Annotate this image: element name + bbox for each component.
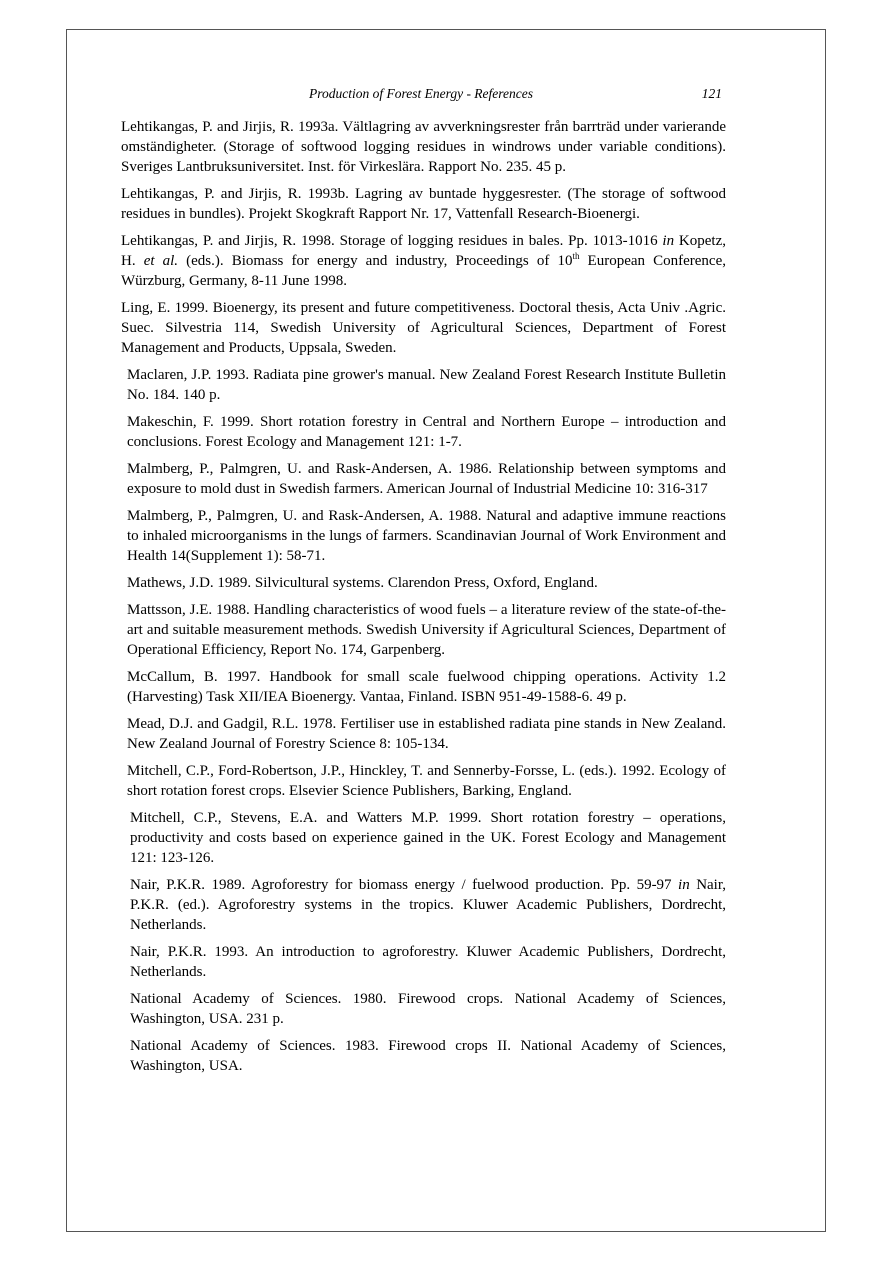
reference-entry: Malmberg, P., Palmgren, U. and Rask-Andersen, A. 1986. Relationship between symptoms and exposure to mold dust in Swedish farmers. American Journal of Industrial Medicine 10: 316-317 [127, 461, 726, 497]
reference-entry: Malmberg, P., Palmgren, U. and Rask-Andersen, A. 1988. Natural and adaptive immune reactions to inhaled microorganisms in the lungs of farmers. Scandinavian Journal of Work Environment and Health 14(Supplement 1): 58-71. [127, 508, 726, 564]
reference-entry: Lehtikangas, P. and Jirjis, R. 1993a. Vältlagring av avverkningsrester från barrträd under varierande omständigheter. (Storage of softwood logging residues in windrows under variable conditions). Sveriges Lantbruksuniversitet. Inst. för Virkeslära. Rapport No. 235. 45 p. [121, 119, 726, 175]
reference-entry: National Academy of Sciences. 1980. Firewood crops. National Academy of Sciences, Washington, USA. 231 p. [130, 991, 726, 1027]
running-title: Production of Forest Energy - References [308, 86, 534, 101]
reference-entry: Mattsson, J.E. 1988. Handling characteristics of wood fuels – a literature review of the state-of-the-art and suitable measurement methods. Swedish University if Agricultural Sciences, Department of Operational Efficiency, Report No. 174, Garpenberg. [127, 602, 726, 658]
reference-list [121, 117, 726, 1083]
reference-entry: McCallum, B. 1997. Handbook for small scale fuelwood chipping operations. Activity 1.2 (Harvesting) Task XII/IEA Bioenergy. Vantaa, Finland. ISBN 951-49-1588-6. 49 p. [127, 669, 726, 705]
reference-entry: Lehtikangas, P. and Jirjis, R. 1998. Storage of logging residues in bales. Pp. 1013-1016 in Kopetz, H. et al. (eds.). Biomass for energy and industry, Proceedings of 10th European Conference, Würzburg, Germany, 8-11 June 1998. [121, 233, 726, 289]
reference-entry: Nair, P.K.R. 1993. An introduction to agroforestry. Kluwer Academic Publishers, Dordrecht, Netherlands. [130, 944, 726, 980]
reference-entry: Ling, E. 1999. Bioenergy, its present and future competitiveness. Doctoral thesis, Acta Univ .Agric. Suec. Silvestria 114, Swedish University of Agricultural Sciences, Department of Forest Management and Products, Uppsala, Sweden. [121, 300, 726, 356]
page-number: 121 [701, 86, 722, 101]
reference-entry: Nair, P.K.R. 1989. Agroforestry for biomass energy / fuelwood production. Pp. 59-97 in Nair, P.K.R. (ed.). Agroforestry systems in the tropics. Kluwer Academic Publishers, Dordrecht, Netherlands. [130, 877, 726, 933]
reference-entry: Makeschin, F. 1999. Short rotation forestry in Central and Northern Europe – introduction and conclusions. Forest Ecology and Management 121: 1-7. [127, 414, 726, 450]
reference-entry: Mitchell, C.P., Stevens, E.A. and Watters M.P. 1999. Short rotation forestry – operations, productivity and costs based on experience gained in the UK. Forest Ecology and Management 121: 123-126. [130, 810, 726, 866]
reference-entry: Mathews, J.D. 1989. Silvicultural systems. Clarendon Press, Oxford, England. [127, 575, 598, 591]
reference-entry: Mead, D.J. and Gadgil, R.L. 1978. Fertiliser use in established radiata pine stands in New Zealand. New Zealand Journal of Forestry Science 8: 105-134. [127, 716, 726, 752]
reference-entry: National Academy of Sciences. 1983. Firewood crops II. National Academy of Sciences, Washington, USA. [130, 1038, 726, 1074]
reference-entry: Mitchell, C.P., Ford-Robertson, J.P., Hinckley, T. and Sennerby-Forsse, L. (eds.). 1992. Ecology of short rotation forest crops. Elsevier Science Publishers, Barking, England. [127, 763, 726, 799]
running-header [120, 86, 722, 106]
reference-entry: Lehtikangas, P. and Jirjis, R. 1993b. Lagring av buntade hyggesrester. (The storage of softwood residues in bundles). Projekt Skogkraft Rapport Nr. 17, Vattenfall Research-Bioenergi. [121, 186, 726, 222]
reference-entry: Maclaren, J.P. 1993. Radiata pine grower's manual. New Zealand Forest Research Institute Bulletin No. 184. 140 p. [127, 367, 726, 403]
